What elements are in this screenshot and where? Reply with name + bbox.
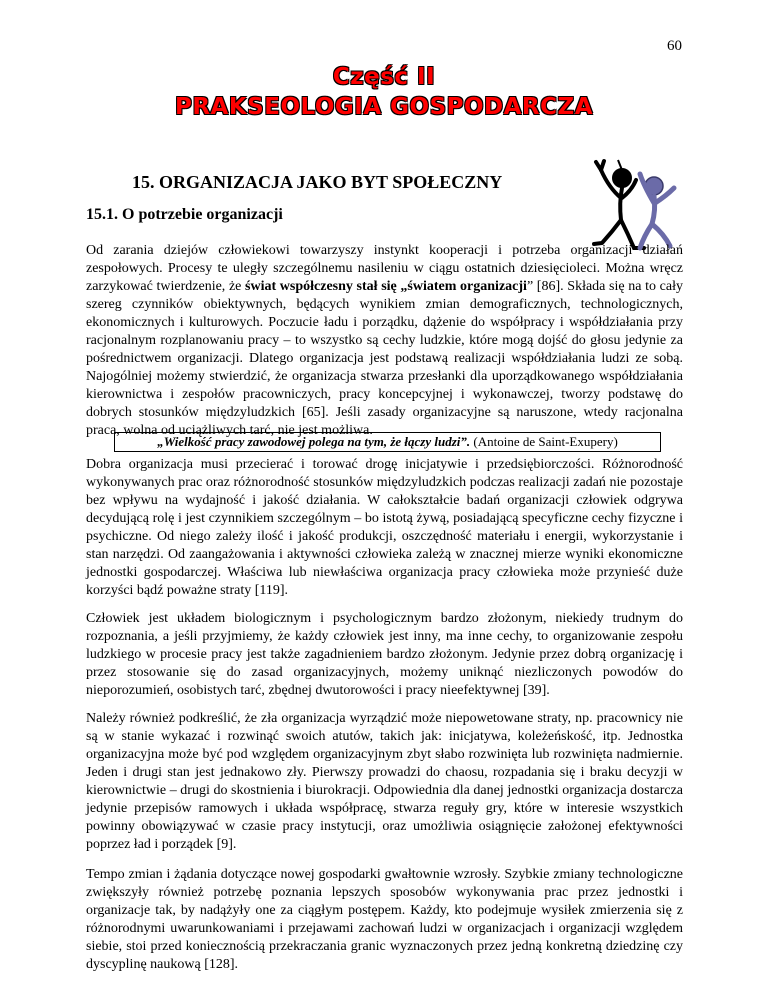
paragraph-2: Dobra organizacja musi przecierać i torować drogę inicjatywie i przedsiębiorczości. Różnorodność wykonywanych prac oraz różnorodność stosunków międzyludzkich podczas realizacji zadań nie pozostaje bez wpływu na wydajność i jakość działania. W całokształcie badań organizacji człowiek odgrywa decydującą rolę i jest czynnikiem szczególnym – bo istotą żywą, posiadającą specyficzne cechy fizyczne i psychiczne. Od niego zależy ilość i jakość produkcji, oszczędność materiału i energii, wykorzystanie i stan narzędzi. Od zaangażowania i aktywności człowieka zależą w znacznej mierze wyniki ekonomiczne jednostki gospodarczej. Właściwa lub niewłaściwa organizacja pracy człowieka może przynieść duże korzyści bądź poważne straty [119]. [86, 457, 683, 598]
page-number: 60 [667, 38, 682, 54]
paragraph-1-emphasis: świat współczesny stał się „światem organizacji [245, 279, 527, 294]
paragraph-1-text-c: ” [86]. Składa się na to cały szereg czynników obiektywnych, będących wynikiem zmian demograficznych, technologicznych, ekonomicznych i kulturowych. Poczucie ładu i porządku, dążenie do współpracy i współdziałania przy racjonalnym rozplanowaniu pracy – to wszystko są cechy ludzkie, które mogą dojść do głosu jedynie za pośrednictwem organizacji. Dlatego organizacja jest podstawą realizacji współdziałania ludzi ze sobą. Najogólniej możemy stwierdzić, że organizacja stwarza przesłanki dla uporządkowanego współdziałania kierownictwa i zespołów pracowniczych, pracy koncepcyjnej i wykonawczej, tworzy podstawę do dobrych stosunków międzyludzkich [65]. Jeśli zasady organizacyjne są naruszone, wtedy racjonalna praca, wolna od uciążliwych tarć, nie jest możliwa. [86, 279, 683, 438]
purple-figure [640, 174, 674, 248]
part-subtitle: PRAKSEOLOGIA GOSPODARCZA [174, 94, 593, 120]
quote-close: ”. [460, 434, 471, 449]
paragraph-1-text-a: Od zarania dziejów człowiekowi towarzyszy instynkt kooperacji i potrzeba organizacji działań zespołowych. Procesy te uległy szczególnemu nasileniu w ciągu ostatnich dziesięcioleci. Można wręcz zarzykować twierdzenie, że [86, 243, 683, 294]
part-title: Część II [332, 64, 436, 90]
quote-text: „Wielkość pracy zawodowej polega na tym, że łączy ludzi [157, 434, 461, 449]
black-figure [594, 161, 644, 248]
section-title: 15.1. O potrzebie organizacji [86, 206, 283, 223]
quote-box [114, 432, 661, 452]
paragraph-5: Tempo zmian i żądania dotyczące nowej gospodarki gwałtownie wzrosły. Szybkie zmiany technologiczne zwiększyły również potrzebę poznania lepszych sposobów wykonywania prac przez jednostki i organizacje tak, by nadążyły one za ciągłym postępem. Każdy, kto podejmuje wysiłek zmierzenia się z różnorodnymi uwarunkowaniami i przejawami zachowań ludzi w organizacjach i organizacji względem siebie, stoi przed koniecznością przekraczania granic wyznaczonych przez jedną konkretną dziedzinę czy dyscyplinę naukową [128]. [86, 867, 683, 972]
chapter-title: 15. ORGANIZACJA JAKO BYT SPOŁECZNY [132, 172, 503, 192]
paragraph-1 [86, 242, 683, 440]
paragraph-4: Należy również podkreślić, że zła organizacja wyrządzić może niepowetowane straty, np. pracownicy nie są w stanie wykazać i rozwinąć swoich atutów, takich jak: inicjatywa, koleżeńskość, itp. Jednostka organizacyjna może być pod względem organizacyjnym zbyt słabo rozwinięta lub rozwinięta nadmiernie. Jeden i drugi stan jest jednakowo zły. Pierwszy prowadzi do chaosu, rozpadania się i braku decyzji w kierownictwie – drugi do skostnienia i biurokracji. Odpowiednia dla danej jednostki organizacja dostarcza jedynie przepisów ramowych i układa współpracę, stwarza reguły gry, które w interesie wszystkich powinny obowiązywać w czasie pracy instytucji, oraz umożliwia osiągnięcie założonej efektywności poprzez ład i porządek [9]. [86, 711, 683, 852]
paragraph-3: Człowiek jest układem biologicznym i psychologicznym bardzo złożonym, niekiedy trudnym do rozpoznania, a jeśli przyjmiemy, że każdy człowiek jest inny, ma inne cechy, to organizowanie zespołu ludzkiego w procesie pracy jest także zagadnieniem bardzo złożonym. Jedynie przez dobrą organizację i przez stosowanie się do zasad organizacyjnych, możemy uniknąć niezliczonych powodów do nieporozumień, osobistych tarć, zbędnej dwutorowości i pracy nieefektywnej [39]. [86, 611, 683, 698]
quote-author: (Antoine de Saint-Exupery) [470, 434, 618, 449]
